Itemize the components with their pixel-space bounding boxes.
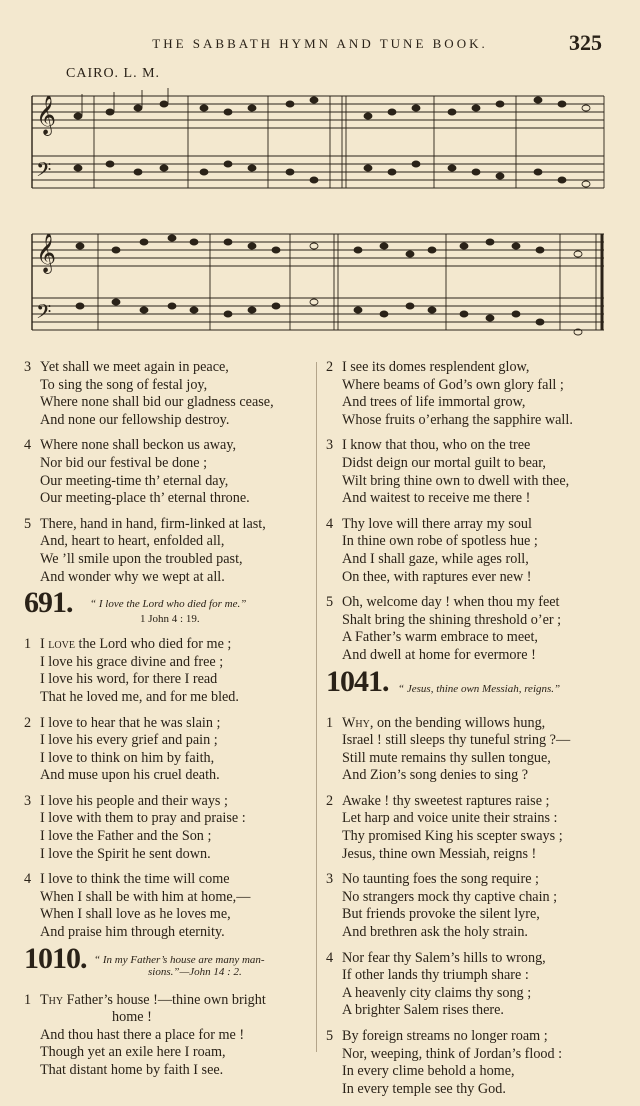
verse-line: And I shall gaze, while ages roll, xyxy=(342,550,529,567)
verse-line: By foreign streams no longer roam ; xyxy=(342,1028,548,1044)
verse-line-end: the Lord who died for me ; xyxy=(74,636,232,653)
verse-line: On thee, with raptures ever new ! xyxy=(342,568,532,585)
verse-line: Awake ! thy sweetest raptures raise ; xyxy=(342,792,550,809)
verse-line: Our meeting-place th’ eternal throne. xyxy=(40,490,250,507)
verse-line: Our meeting-time th’ eternal day, xyxy=(40,472,229,489)
left-column xyxy=(24,359,314,1088)
svg-text:𝄞: 𝄞 xyxy=(36,233,57,273)
stanza-number: 3 xyxy=(24,359,32,375)
page-number: 325 xyxy=(569,30,602,55)
verse-line: I love with them to pray and praise : xyxy=(40,810,246,827)
verse-line: Nor bid our festival be done ; xyxy=(40,454,208,471)
verse-line: I see its domes resplendent glow, xyxy=(342,359,530,375)
stanza xyxy=(24,992,314,1080)
verse-line: And brethren ask the holy strain. xyxy=(342,924,528,941)
stanza-number: 5 xyxy=(24,515,32,532)
verse-line: Wilt bring thine own to dwell with thee, xyxy=(342,472,570,489)
verse-line-caps: Thy xyxy=(40,991,64,1008)
svg-text:𝄞: 𝄞 xyxy=(36,95,57,135)
stanza-number: 1 xyxy=(24,636,32,653)
verse-line: I love his people and their ways ; xyxy=(40,792,228,809)
verse-line: When I shall be with him at home,— xyxy=(40,888,251,905)
column-divider xyxy=(316,362,317,1052)
verse-line: But friends provoke the silent lyre, xyxy=(342,906,540,923)
verse-line: Shalt bring the shining threshold o’er ; xyxy=(342,611,562,628)
verse-line-start: I xyxy=(40,636,49,653)
verse-line: To sing the song of festal joy, xyxy=(40,376,208,393)
verse-line: And trees of life immortal grow, xyxy=(342,394,526,411)
stanza xyxy=(24,636,314,706)
verse-line: home ! xyxy=(112,1009,152,1026)
verse-line: I love the Spirit he sent down. xyxy=(40,845,211,862)
verse-line: Israel ! still sleeps thy tuneful string ?— xyxy=(342,732,571,749)
staff-notation-1 xyxy=(28,88,608,196)
stanza-number: 4 xyxy=(24,871,32,888)
verse-line: That distant home by faith I see. xyxy=(40,1062,224,1078)
stanza xyxy=(326,715,616,785)
verse-line: I love to think on him by faith, xyxy=(40,749,215,766)
verse-line: There, hand in hand, firm-linked at last, xyxy=(40,515,266,532)
stanza xyxy=(24,516,314,586)
verse-line-end: Father’s house !—thine own bright xyxy=(63,991,266,1008)
stanza xyxy=(24,437,314,507)
stanza-number: 3 xyxy=(24,792,32,809)
verse-line: Didst deign our mortal guilt to bear, xyxy=(342,454,546,471)
verse-line-caps: Why xyxy=(342,714,370,731)
hymn-1010-header xyxy=(24,941,314,986)
verse-line: That he loved me, and for me bled. xyxy=(40,688,239,705)
verse-line: Let harp and voice unite their strains : xyxy=(342,810,558,827)
verse-line: A heavenly city claims thy song ; xyxy=(342,984,532,1001)
verse-line: I love to think the time will come xyxy=(40,871,230,888)
verse-line: I know that thou, who on the tree xyxy=(342,437,531,454)
stanza xyxy=(24,715,314,785)
staff-notation-2 xyxy=(28,224,608,340)
stanza xyxy=(326,793,616,863)
verse-line: And, heart to heart, enfolded all, xyxy=(40,533,225,550)
verse-line: And muse upon his cruel death. xyxy=(40,767,220,784)
svg-text:𝄢: 𝄢 xyxy=(36,300,52,328)
verse-line: Where beams of God’s own glory fall ; xyxy=(342,376,564,393)
stanza xyxy=(24,871,314,941)
verse-line: And praise him through eternity. xyxy=(40,924,225,941)
verse-line: And Zion’s song denies to sing ? xyxy=(342,767,529,784)
verse-line: Where none shall bid our gladness cease, xyxy=(40,394,274,411)
running-header: THE SABBATH HYMN AND TUNE BOOK. xyxy=(152,36,488,51)
verse-line: I love his word, for there I read xyxy=(40,671,218,688)
verse-line: Thy promised King his scepter sways ; xyxy=(342,828,563,845)
scripture-reference: 1 John 4 : 19. xyxy=(140,613,200,626)
stanza-number: 1 xyxy=(326,714,334,731)
hymn-number: 1041. xyxy=(326,664,389,698)
stanza-number: 3 xyxy=(326,437,334,454)
stanza-number: 2 xyxy=(326,792,334,809)
svg-text:𝄢: 𝄢 xyxy=(36,158,52,186)
hymn-1041-header xyxy=(326,664,616,709)
verse-line: A brighter Salem rises there. xyxy=(342,1002,504,1019)
hymn-number: 1010. xyxy=(24,941,87,975)
stanza-number: 3 xyxy=(326,871,334,888)
verse-line: I love his every grief and pain ; xyxy=(40,732,218,749)
verse-line: Yet shall we meet again in peace, xyxy=(40,359,229,375)
verse-line: And thou hast there a place for me ! xyxy=(40,1026,245,1043)
stanza-number: 2 xyxy=(326,359,334,375)
stanza-number: 4 xyxy=(326,949,334,966)
hymn-motto: “ In my Father’s house are many man- xyxy=(94,953,265,966)
verse-line: Though yet an exile here I roam, xyxy=(40,1044,226,1061)
verse-line: Where none shall beckon us away, xyxy=(40,437,237,454)
music-system-2 xyxy=(28,224,608,340)
stanza xyxy=(24,793,314,863)
stanza-number: 2 xyxy=(24,714,32,731)
verse-line: If other lands thy triumph share : xyxy=(342,967,529,984)
verse-line: No taunting foes the song require ; xyxy=(342,871,540,888)
hymn-motto: “ Jesus, thine own Messiah, reigns.” xyxy=(398,682,561,695)
music-system-1 xyxy=(28,88,608,196)
verse-line: When I shall love as he loves me, xyxy=(40,906,231,923)
verse-line: And waitest to receive me there ! xyxy=(342,490,531,507)
stanza-number: 5 xyxy=(326,1028,334,1044)
verse-line-end: , on the bending willows hung, xyxy=(369,714,546,731)
hymn-motto-continued: sions.”—John 14 : 2. xyxy=(148,965,242,978)
hymn-691-header xyxy=(24,586,314,630)
verse-line: Still mute remains thy sullen tongue, xyxy=(342,749,551,766)
stanza-number: 5 xyxy=(326,594,334,611)
verse-line: In every temple see thy God. xyxy=(342,1080,506,1097)
stanza xyxy=(326,437,616,507)
verse-line: In thine own robe of spotless hue ; xyxy=(342,533,538,550)
stanza xyxy=(326,359,616,429)
hymn-number: 691. xyxy=(24,586,73,620)
stanza xyxy=(326,1028,616,1098)
verse-line: And dwell at home for evermore ! xyxy=(342,646,536,663)
verse-line: No strangers mock thy captive chain ; xyxy=(342,888,558,905)
verse-line: We ’ll smile upon the troubled past, xyxy=(40,550,243,567)
verse-line: I love the Father and the Son ; xyxy=(40,828,212,845)
verse-line: A Father’s warm embrace to meet, xyxy=(342,629,538,646)
stanza-number: 4 xyxy=(24,437,32,454)
verse-line: Oh, welcome day ! when thou my feet xyxy=(342,594,560,611)
verse-line: And wonder why we wept at all. xyxy=(40,568,225,585)
verse-line: Whose fruits o’erhang the sapphire wall. xyxy=(342,411,573,428)
stanza-number: 1 xyxy=(24,991,32,1008)
verse-line: Jesus, thine own Messiah, reigns ! xyxy=(342,845,537,862)
verse-line: Thy love will there array my soul xyxy=(342,515,532,532)
stanza xyxy=(326,871,616,941)
verse-line: Nor, weeping, think of Jordan’s flood : xyxy=(342,1045,563,1062)
stanza xyxy=(326,950,616,1020)
verse-line: And none our fellowship destroy. xyxy=(40,411,230,428)
verse-line: I love to hear that he was slain ; xyxy=(40,714,221,731)
stanza-number: 4 xyxy=(326,515,334,532)
verse-line: I love his grace divine and free ; xyxy=(40,653,224,670)
right-column xyxy=(326,359,616,1106)
hymn-motto: “ I love the Lord who died for me.” xyxy=(90,598,247,611)
stanza xyxy=(24,359,314,429)
stanza xyxy=(326,516,616,586)
tune-title: CAIRO. L. M. xyxy=(66,66,161,81)
verse-line: In every clime behold a home, xyxy=(342,1063,515,1080)
stanza xyxy=(326,594,616,664)
verse-line: Nor fear thy Salem’s hills to wrong, xyxy=(342,949,546,966)
verse-line-caps: love xyxy=(48,636,75,653)
